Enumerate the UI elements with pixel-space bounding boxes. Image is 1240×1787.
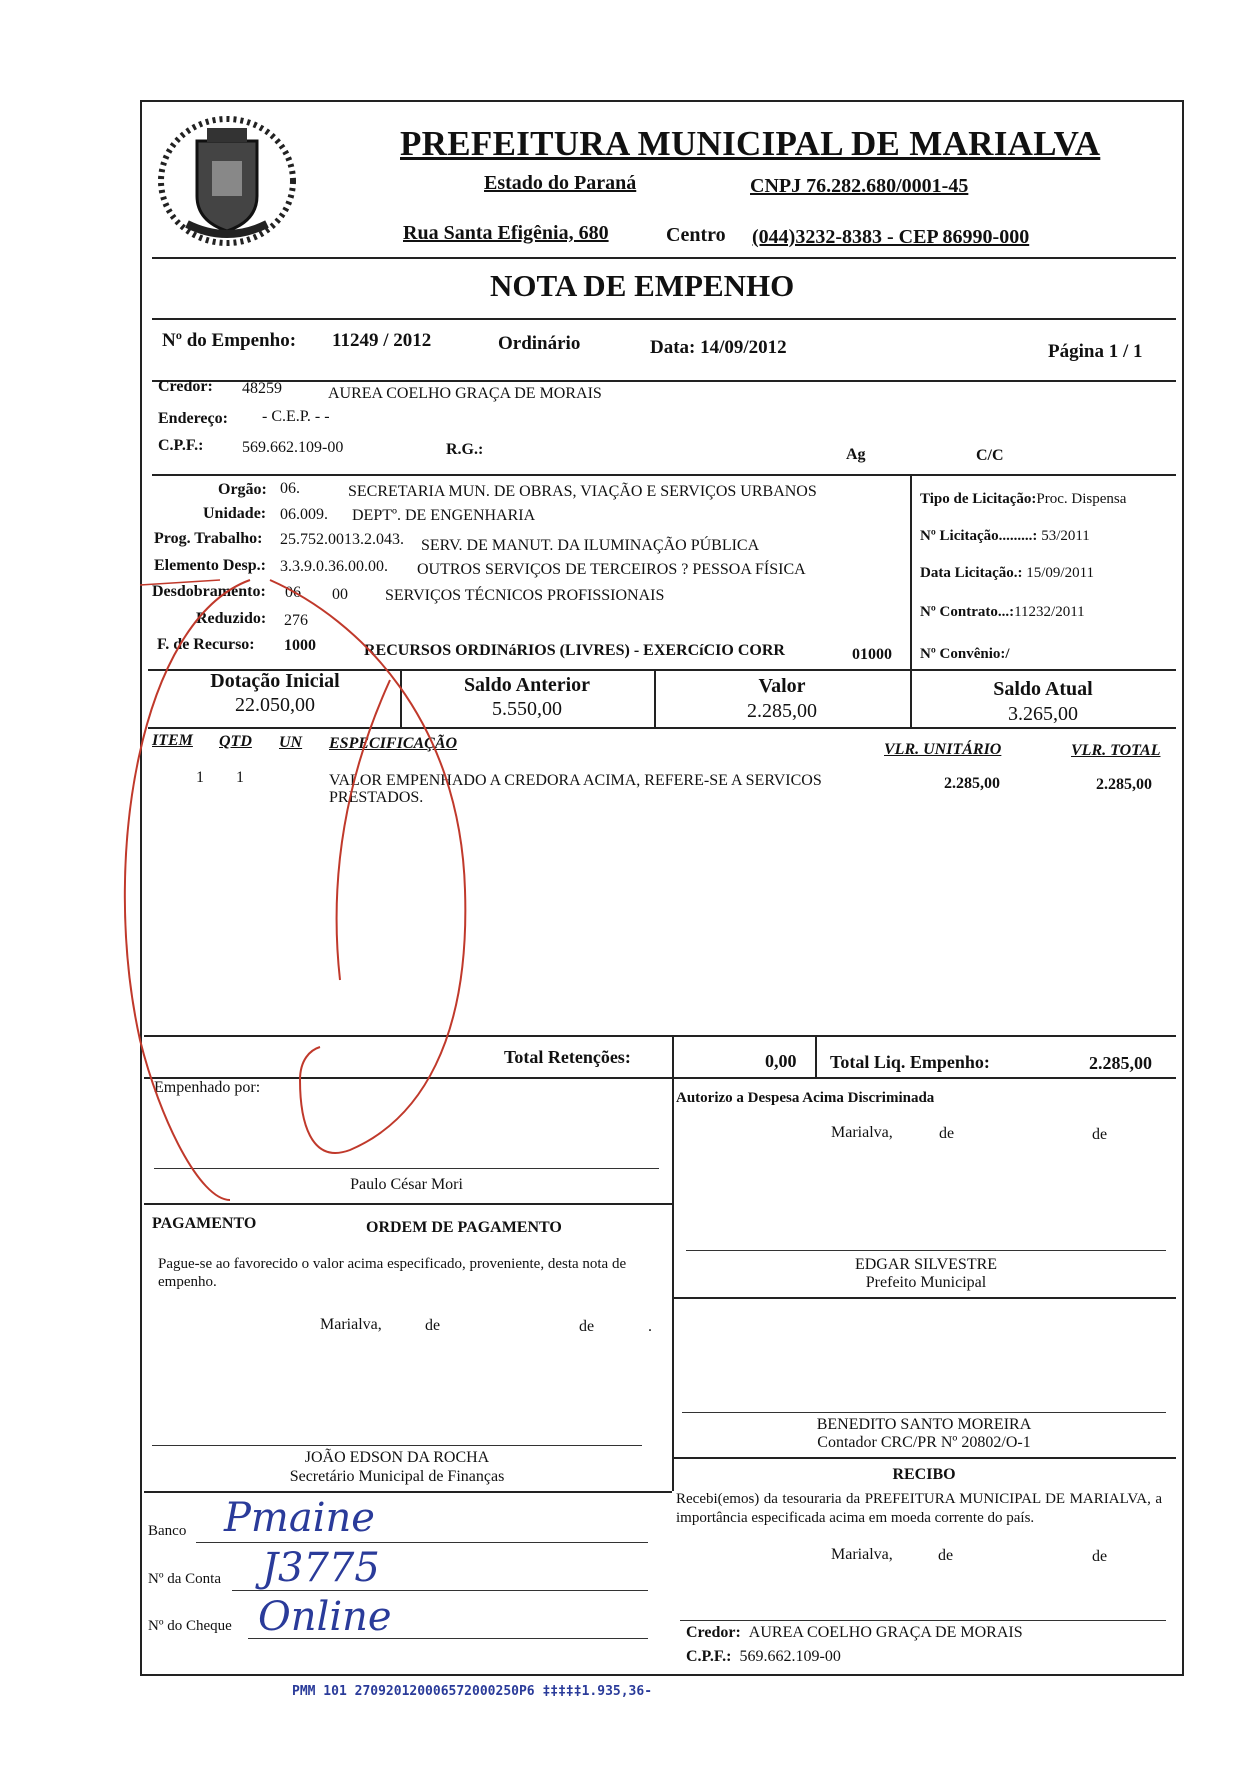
- recibo-cpf-value: 569.662.109-00: [739, 1648, 841, 1665]
- dotacao-inicial-value: 22.050,00: [235, 694, 315, 716]
- num-licitacao-label: Nº Licitação.........:: [920, 528, 1038, 544]
- desdobramento-code: 06: [285, 584, 301, 601]
- header-district: Centro: [666, 224, 726, 246]
- unidade-label: Unidade:: [203, 505, 267, 522]
- header-state: Estado do Paraná: [484, 172, 637, 194]
- saldo-atual-label: Saldo Atual: [993, 678, 1093, 700]
- page-number: Página 1 / 1: [1048, 341, 1143, 362]
- valor-value: 2.285,00: [747, 700, 817, 722]
- col-header-item: ITEM: [152, 732, 193, 749]
- signature-line: [152, 1445, 642, 1446]
- saldo-anterior-value: 5.550,00: [492, 698, 562, 720]
- signature-line: [686, 1250, 1166, 1251]
- recibo-text: Recebi(emos) da tesouraria da PREFEITURA MUNICIPAL DE MARIALVA, a importância especificada acima em moeda corrente do país.: [676, 1491, 1162, 1526]
- recibo-credor-name: AUREA COELHO GRAÇA DE MORAIS: [748, 1624, 1023, 1641]
- divider: [672, 1297, 1176, 1299]
- empenhado-signer: Paulo César Mori: [350, 1176, 463, 1193]
- prog-trabalho-code: 25.752.0013.2.043.: [280, 531, 404, 548]
- reduzido-label: Reduzido:: [196, 610, 267, 627]
- reduzido-value: 276: [284, 612, 308, 629]
- item-espec-line1: VALOR EMPENHADO A CREDORA ACIMA, REFERE-SE A SERVICOS: [329, 772, 822, 789]
- divider: [672, 1035, 674, 1491]
- empenhado-por-label: Empenhado por:: [154, 1079, 261, 1096]
- saldo-atual-value: 3.265,00: [1008, 703, 1078, 725]
- recibo-de2: de: [1092, 1548, 1108, 1565]
- total-liquido-label: Total Liq. Empenho:: [830, 1052, 990, 1072]
- banco-handwritten: Pmaine: [224, 1495, 375, 1541]
- autorizo-signer: EDGAR SILVESTRE: [854, 1256, 998, 1273]
- num-contrato-value: 11232/2011: [1014, 604, 1085, 620]
- signature-line: [682, 1412, 1166, 1413]
- doc-title: NOTA DE EMPENHO: [490, 268, 795, 303]
- item-total-value: 2.285,00: [1096, 776, 1152, 793]
- data-licitacao-label: Data Licitação.:: [920, 565, 1023, 581]
- recibo-cpf: [686, 1648, 841, 1666]
- autorizo-city: Marialva,: [831, 1124, 893, 1141]
- unidade-desc: DEPTº. DE ENGENHARIA: [352, 507, 536, 524]
- empenho-type: Ordinário: [498, 333, 581, 354]
- item-espec-line2: PRESTADOS.: [329, 789, 424, 806]
- contador-signer: BENEDITO SANTO MOREIRA: [816, 1416, 1032, 1433]
- valor-label: Valor: [758, 675, 806, 697]
- elemento-desc: OUTROS SERVIÇOS DE TERCEIROS ? PESSOA FÍSICA: [417, 561, 806, 578]
- pagamento-de2: de: [579, 1318, 595, 1335]
- footer-code: PMM 101 270920120006572000250P6 ‡‡‡‡‡1.935,36-: [292, 1684, 653, 1699]
- tipo-licitacao-value: Proc. Dispensa: [1036, 491, 1127, 507]
- tipo-licitacao-label: Tipo de Licitação:: [920, 491, 1037, 507]
- recibo-credor-label: Credor:: [686, 1624, 741, 1641]
- desdobramento-sub: 00: [332, 586, 348, 603]
- num-contrato: [920, 604, 1085, 621]
- divider: [152, 380, 1176, 382]
- divider: [152, 257, 1176, 259]
- autorizo-signer-role: Prefeito Municipal: [865, 1274, 987, 1291]
- rg-label: R.G.:: [446, 441, 484, 458]
- fonte-recurso-label: F. de Recurso:: [157, 636, 255, 653]
- ag-label: Ag: [846, 446, 866, 463]
- pagamento-text: Pague-se ao favorecido o valor acima especificado, proveniente, desta nota de empenho.: [158, 1256, 627, 1290]
- recibo-de1: de: [938, 1547, 954, 1564]
- cpf-value: 569.662.109-00: [242, 439, 344, 456]
- divider: [910, 474, 912, 669]
- orgao-label: Orgão:: [218, 481, 267, 498]
- divider: [152, 318, 1176, 320]
- col-header-unit: VLR. UNITÁRIO: [884, 741, 1002, 758]
- col-header-qtd: QTD: [219, 733, 252, 750]
- cheque-label: Nº do Cheque: [148, 1618, 232, 1634]
- empenho-number-label: Nº do Empenho:: [162, 330, 297, 351]
- recibo-city: Marialva,: [831, 1546, 893, 1563]
- desdobramento-label: Desdobramento:: [152, 583, 266, 600]
- pagamento-signer: JOÃO EDSON DA ROCHA: [304, 1449, 490, 1466]
- divider: [152, 474, 1176, 476]
- municipal-crest-logo: [152, 106, 302, 256]
- pagamento-de1: de: [425, 1317, 441, 1334]
- elemento-label: Elemento Desp.:: [154, 557, 266, 574]
- divider: [672, 1457, 1176, 1459]
- banco-label: Banco: [148, 1523, 187, 1539]
- autorizo-de2: de: [1092, 1126, 1108, 1143]
- num-contrato-label: Nº Contrato...:: [920, 604, 1015, 620]
- dotacao-inicial-label: Dotação Inicial: [210, 670, 340, 692]
- saldo-anterior-label: Saldo Anterior: [463, 674, 591, 696]
- ordem-pagamento-label: ORDEM DE PAGAMENTO: [366, 1219, 562, 1236]
- credor-name: AUREA COELHO GRAÇA DE MORAIS: [328, 385, 602, 402]
- header-phone-cep: (044)3232-8383 - CEP 86990-000: [752, 226, 1030, 248]
- divider: [144, 1491, 672, 1493]
- empenho-date: Data: 14/09/2012: [650, 337, 787, 358]
- endereco-value: - C.E.P. - -: [262, 408, 330, 425]
- pagamento-dot: .: [648, 1318, 652, 1335]
- num-convenio: Nº Convênio:/: [920, 646, 1010, 662]
- total-liquido-value: 2.285,00: [1089, 1053, 1152, 1073]
- signature-line: [680, 1620, 1166, 1621]
- cpf-label: C.P.F.:: [158, 437, 204, 454]
- item-qtd: 1: [236, 769, 244, 786]
- banco-line: [196, 1542, 648, 1543]
- credor-label: Credor:: [158, 378, 213, 395]
- header-address: Rua Santa Efigênia, 680: [403, 222, 609, 244]
- pagamento-signer-role: Secretário Municipal de Finanças: [289, 1468, 505, 1485]
- retencoes-value: 0,00: [765, 1051, 797, 1071]
- pagamento-city: Marialva,: [320, 1316, 382, 1333]
- contador-signer-role: Contador CRC/PR Nº 20802/O-1: [817, 1434, 1031, 1451]
- red-pen-annotation: [120, 560, 480, 1220]
- data-licitacao-value: 15/09/2011: [1026, 565, 1095, 581]
- endereco-label: Endereço:: [158, 410, 228, 427]
- retencoes-label: Total Retenções:: [504, 1047, 631, 1067]
- num-licitacao: [920, 528, 1090, 545]
- desdobramento-desc: SERVIÇOS TÉCNICOS PROFISSIONAIS: [385, 587, 665, 604]
- item-number: 1: [196, 769, 204, 786]
- unidade-code: 06.009.: [280, 506, 328, 523]
- col-header-espec: ESPECIFICAÇÃO: [329, 735, 458, 752]
- elemento-code: 3.3.9.0.36.00.00.: [280, 558, 388, 575]
- recibo-cpf-label: C.P.F.:: [686, 1648, 732, 1665]
- data-licitacao: [920, 565, 1094, 582]
- orgao-desc: SECRETARIA MUN. DE OBRAS, VIAÇÃO E SERVIÇOS URBANOS: [348, 483, 817, 500]
- fonte-recurso-code: 1000: [284, 637, 316, 654]
- header-title: PREFEITURA MUNICIPAL DE MARIALVA: [400, 124, 1101, 163]
- conta-handwritten: J3775: [262, 1545, 380, 1591]
- divider: [815, 1035, 817, 1077]
- cc-label: C/C: [976, 447, 1004, 464]
- fonte-recurso-sub: 01000: [852, 646, 892, 663]
- pagamento-label: PAGAMENTO: [152, 1215, 257, 1232]
- empenho-number: 11249 / 2012: [332, 330, 432, 351]
- prog-trabalho-label: Prog. Trabalho:: [154, 530, 263, 547]
- cheque-handwritten: Online: [258, 1594, 392, 1640]
- col-header-un: UN: [279, 734, 303, 751]
- autorizo-label: Autorizo a Despesa Acima Discriminada: [676, 1090, 935, 1106]
- col-header-total: VLR. TOTAL: [1071, 742, 1161, 759]
- credor-code: 48259: [242, 380, 282, 397]
- conta-label: Nº da Conta: [148, 1571, 221, 1587]
- header-cnpj: CNPJ 76.282.680/0001-45: [750, 175, 969, 197]
- tipo-licitacao: [920, 491, 1126, 508]
- recibo-credor: [686, 1624, 1023, 1642]
- prog-trabalho-desc: SERV. DE MANUT. DA ILUMINAÇÃO PÚBLICA: [421, 537, 760, 554]
- recibo-title: RECIBO: [892, 1466, 956, 1483]
- item-unit-value: 2.285,00: [944, 775, 1000, 792]
- autorizo-de1: de: [939, 1125, 955, 1142]
- orgao-code: 06.: [280, 480, 300, 497]
- num-licitacao-value: 53/2011: [1041, 528, 1090, 544]
- fonte-recurso-desc: RECURSOS ORDINáRIOS (LIVRES) - EXERCíCIO CORR: [364, 642, 785, 659]
